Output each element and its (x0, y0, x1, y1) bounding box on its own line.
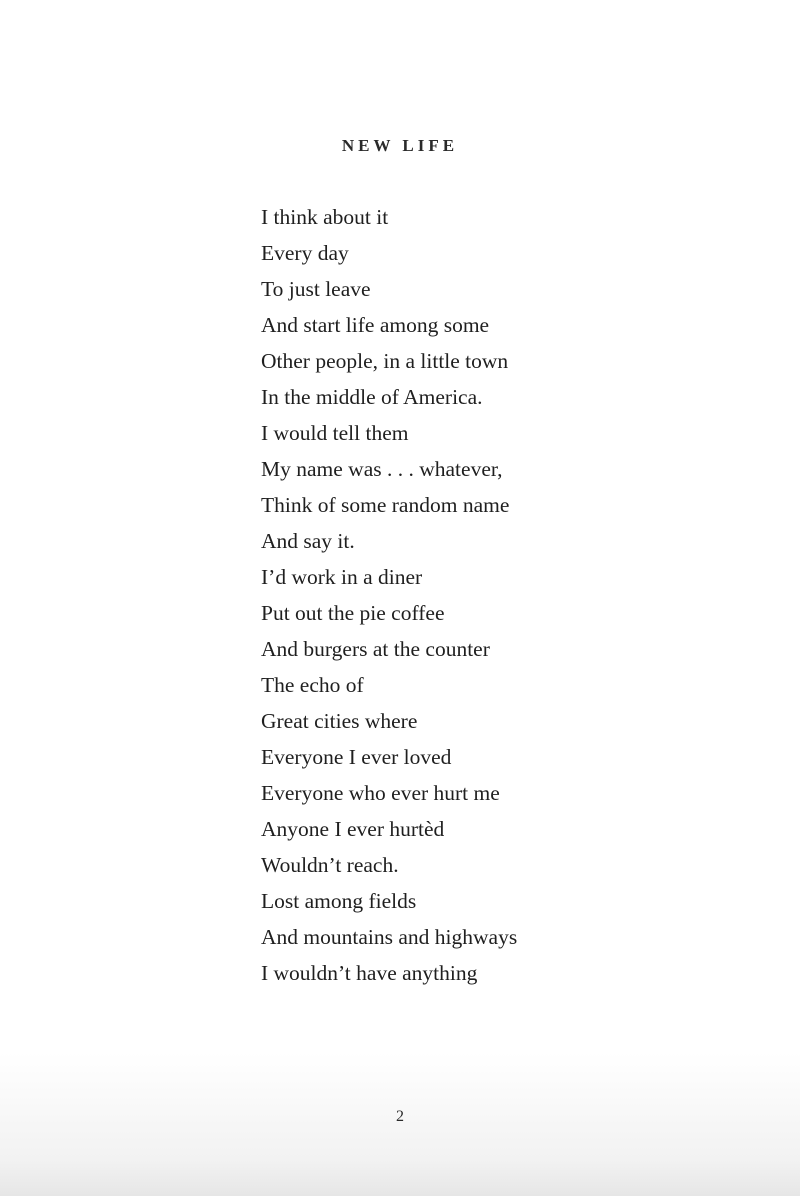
poem-body (261, 199, 517, 991)
poem-line: I wouldn’t have anything (261, 961, 478, 985)
poem-line: I think about it (261, 205, 389, 229)
poem-line: Put out the pie coffee (261, 601, 445, 625)
poem-line: Everyone I ever loved (261, 745, 452, 769)
poem-line: To just leave (261, 277, 371, 301)
poem-line: I’d work in a diner (261, 565, 423, 589)
poem-line: Think of some random name (261, 493, 510, 517)
poem-line: Lost among fields (261, 889, 417, 913)
poem-line: Everyone who ever hurt me (261, 781, 500, 805)
poem-title: NEW LIFE (341, 136, 459, 155)
poem-line: And burgers at the counter (261, 637, 490, 661)
poem-line: And say it. (261, 529, 355, 553)
poem-line: Other people, in a little town (261, 349, 509, 373)
poem-line: I would tell them (261, 421, 409, 445)
poem-line: Wouldn’t reach. (261, 853, 399, 877)
poem-line: Great cities where (261, 709, 418, 733)
poem-line: The echo of (261, 673, 364, 697)
poem-line: Every day (261, 241, 349, 265)
poem-line: Anyone I ever hurtèd (261, 817, 445, 841)
poem-line: My name was . . . whatever, (261, 457, 503, 481)
page-number: 2 (396, 1108, 404, 1125)
poem-line: In the middle of America. (261, 385, 483, 409)
poem-line: And mountains and highways (261, 925, 518, 949)
poem-line: And start life among some (261, 313, 490, 337)
